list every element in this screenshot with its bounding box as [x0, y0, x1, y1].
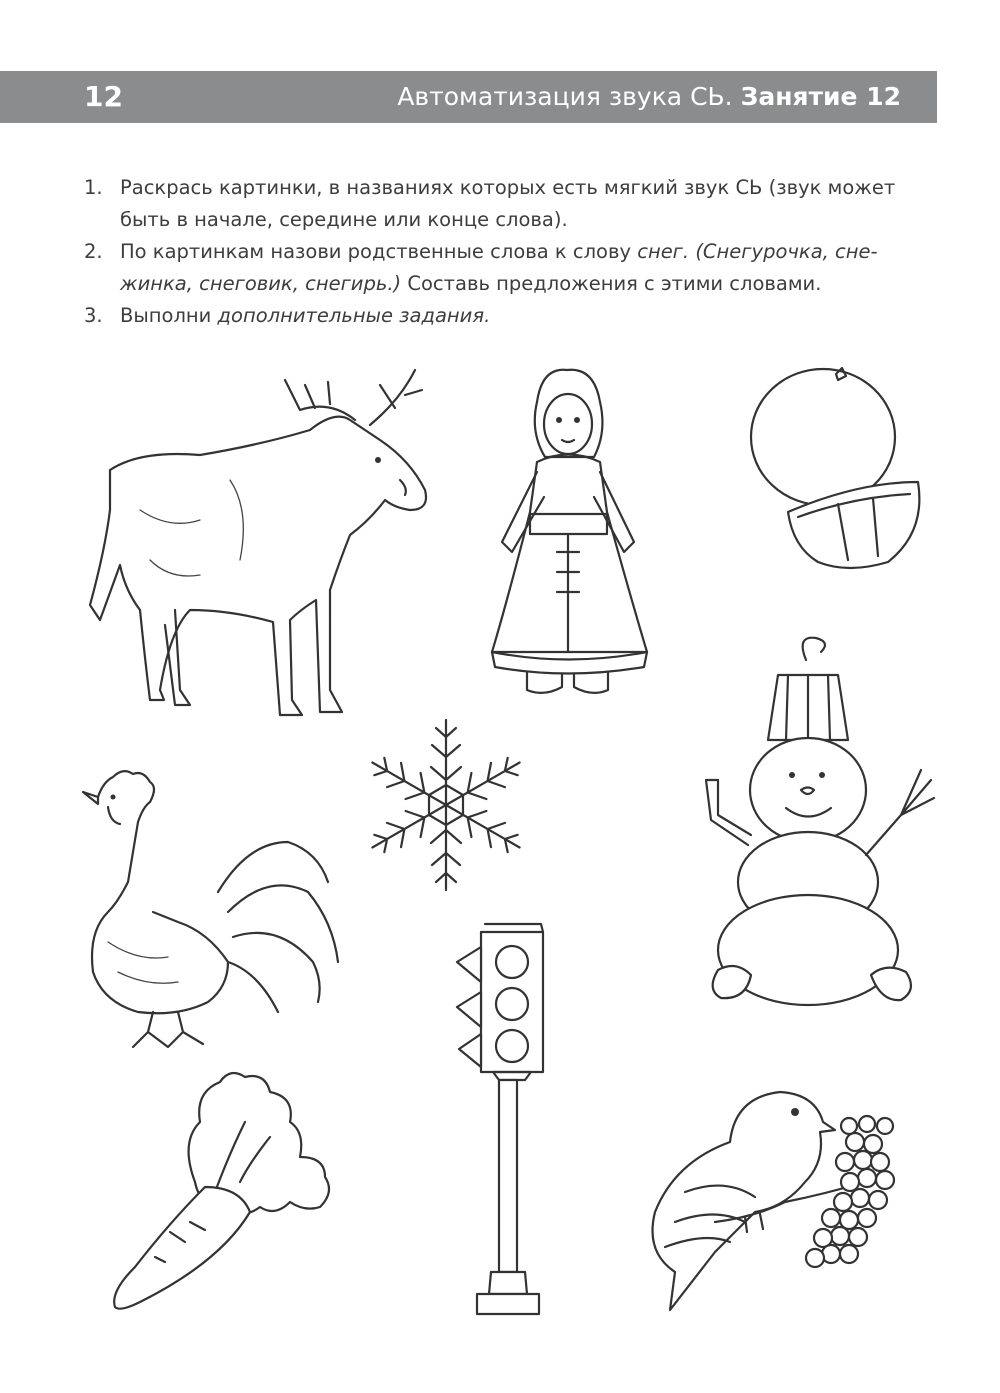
snowflake-icon[interactable] — [362, 712, 530, 898]
carrot-icon[interactable] — [100, 1062, 340, 1318]
rooster-icon[interactable] — [78, 762, 348, 1052]
page-header — [0, 71, 937, 123]
page-title — [397, 82, 901, 111]
task-text: Раскрась картинки, в названиях которых есть мягкий звук СЬ (звук может — [120, 176, 896, 199]
task-text: Составь предложения с этими словами. — [401, 272, 822, 295]
task-italic: дополнительные задания. — [217, 304, 491, 327]
bullfinch-icon[interactable] — [635, 1082, 900, 1314]
task-number: 3. — [84, 304, 103, 327]
moose-icon[interactable] — [80, 360, 430, 720]
task-item — [84, 300, 944, 332]
task-text: Выполни — [120, 304, 218, 327]
task-list — [84, 172, 944, 332]
task-number: 2. — [84, 240, 103, 263]
task-item — [84, 172, 944, 236]
title-bold: Занятие 12 — [740, 82, 901, 111]
task-number: 1. — [84, 176, 103, 199]
task-item — [84, 236, 944, 300]
task-italic: снег. (Снегурочка, сне- — [637, 240, 878, 263]
snowman-icon[interactable] — [696, 630, 936, 1016]
snow-maiden-icon[interactable] — [482, 362, 657, 702]
task-text: По картинкам назови родственные слова к слову — [120, 240, 638, 263]
traffic-light-icon[interactable] — [455, 922, 547, 1320]
title-regular: Автоматизация звука СЬ. — [397, 82, 733, 111]
page-number: 12 — [84, 80, 123, 113]
orange-icon[interactable] — [738, 362, 928, 577]
task-italic: жинка, снеговик, снегирь.) — [120, 272, 402, 295]
task-text: быть в начале, середине или конце слова). — [120, 208, 568, 231]
